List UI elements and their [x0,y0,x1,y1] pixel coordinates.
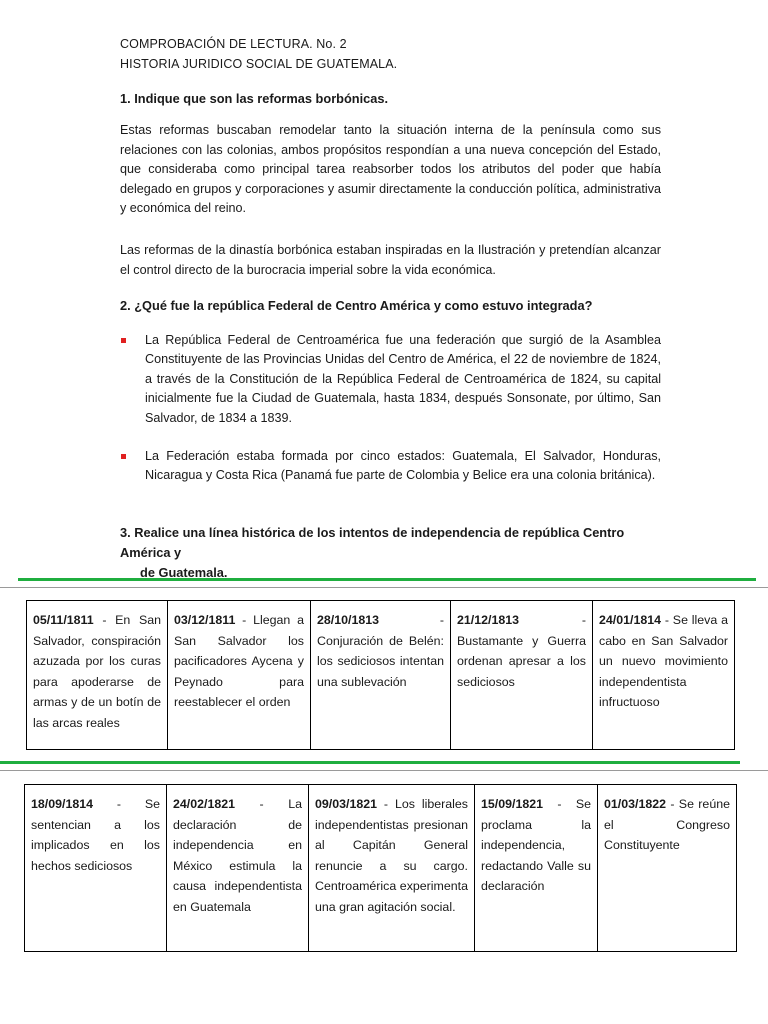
event-description: - Los liberales independentistas presionan al Capitán General renuncie a su cargo. Centroamérica experimenta una gran agitación social. [315,797,468,914]
timeline-event-cell [598,785,737,952]
event-date: 03/12/1811 [174,613,236,627]
timeline-row [27,601,735,750]
event-description: - En San Salvador, conspiración azuzada por los curas para apoderarse de armas y de un botín de las arcas reales [33,613,161,730]
timeline-event-cell [168,601,311,750]
event-date: 15/09/1821 [481,797,544,811]
doc-header-line1: COMPROBACIÓN DE LECTURA. No. 2 [120,37,347,51]
event-date: 18/09/1814 [31,797,94,811]
question-2-bullet-1 [145,331,661,428]
bullet-1-text: La República Federal de Centroamérica fue una federación que surgió de la Asamblea Constituyente de las Provincias Unidas del Centro de América, el 22 de noviembre de 1824, a través de la Constitución de la República Federal de Centroamérica de 1824, su capital inicialmente fue la Ciudad de Guatemala, hasta 1834, después Sonsonate, por último, San Salvador, de 1834 a 1839. [145,333,661,425]
event-date: 24/01/1814 [599,613,662,627]
timeline-event-cell [593,601,735,750]
bullet-2-text: La Federación estaba formada por cinco estados: Guatemala, El Salvador, Honduras, Nicaragua y Costa Rica (Panamá fue parte de Colombia y Belice era una colonia británica). [145,449,661,483]
doc-header-line2: HISTORIA JURIDICO SOCIAL DE GUATEMALA. [120,57,398,71]
gray-divider-2 [0,770,768,771]
timeline-event-cell [27,601,168,750]
timeline-table-row-2 [24,784,737,952]
event-date: 09/03/1821 [315,797,378,811]
event-description: - Llegan a San Salvador los pacificadores Aycena y Peynado para reestablecer el orden [174,613,304,709]
question-1-title: 1. Indique que son las reformas borbónicas. [120,91,389,106]
event-description: - La declaración de independencia en México estimula la causa independentista en Guatemala [173,797,302,914]
question-2-bullet-2 [145,447,661,486]
timeline-event-cell [167,785,309,952]
event-description: - Conjuración de Belén: los sediciosos intentan una sublevación [317,613,444,689]
timeline-table-row-1 [26,600,735,750]
gray-divider-1 [0,587,768,588]
event-description: - Se lleva a cabo en San Salvador un nuevo movimiento independentista infructuoso [599,613,728,709]
question-1-paragraph-2: Las reformas de la dinastía borbónica estaban inspiradas en la Ilustración y pretendían alcanzar el control directo de la burocracia imperial sobre la vida económica. [120,243,661,277]
green-divider-2 [0,761,740,764]
bullet-square-icon [121,454,126,459]
timeline-event-cell [25,785,167,952]
timeline-event-cell [475,785,598,952]
event-description: - Se sentencian a los implicados en los hechos sediciosos [31,797,160,873]
question-3-title-line2: de Guatemala. [140,565,228,580]
event-date: 24/02/1821 [173,797,236,811]
question-3-title-line1: 3. Realice una línea histórica de los intentos de independencia de república Centro América y [120,525,625,560]
question-3-title [120,523,665,583]
event-date: 01/03/1822 [604,797,667,811]
timeline-row [25,785,737,952]
timeline-event-cell [309,785,475,952]
event-description: - Se reúne el Congreso Constituyente [604,797,730,852]
event-description: - Se proclama la independencia, redactando Valle su declaración [481,797,591,893]
timeline-event-cell [311,601,451,750]
question-1-paragraph-1: Estas reformas buscaban remodelar tanto la situación interna de la península como sus relaciones con las colonias, ambos propósitos respondían a una nueva concepción del Estado, que consideraba como principal tarea reabsorber todos los atributos del poder que había delegado en grupos y corporaciones y asumir directamente la conducción política, administrativa y económica del reino. [120,123,661,216]
question-2-title: 2. ¿Qué fue la república Federal de Centro América y como estuvo integrada? [120,298,593,313]
timeline-event-cell [451,601,593,750]
event-date: 21/12/1813 [457,613,520,627]
event-date: 28/10/1813 [317,613,380,627]
event-description: - Bustamante y Guerra ordenan apresar a los sediciosos [457,613,586,689]
green-divider-1 [18,578,756,581]
bullet-square-icon [121,338,126,343]
event-date: 05/11/1811 [33,613,94,627]
